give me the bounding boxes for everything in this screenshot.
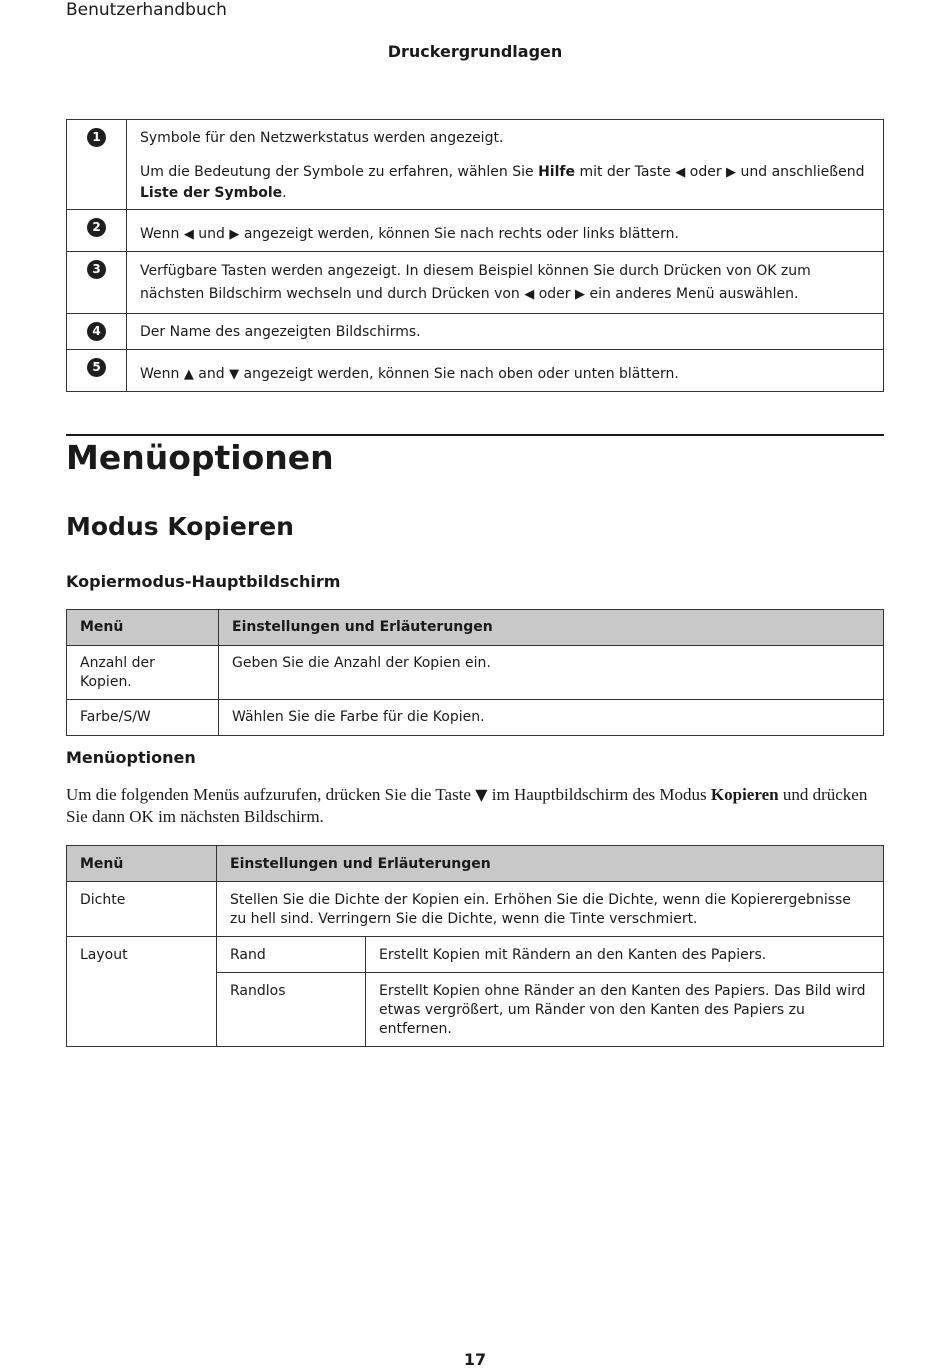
table-row: [67, 937, 884, 973]
subsection-heading-menu-options: Menüoptionen: [66, 748, 196, 767]
text-run: im Hauptbildschirm des Modus: [487, 785, 711, 804]
callout-number-cell: [67, 314, 127, 350]
callout-number-cell: [67, 252, 127, 314]
callout-number-badge: 1: [87, 128, 106, 147]
text-run: oder: [534, 286, 575, 302]
column-header: Menü: [67, 846, 217, 882]
help-term: Hilfe: [538, 164, 575, 180]
table-row: [67, 882, 884, 937]
callout-text-cell: [127, 120, 884, 210]
chapter-heading: Menüoptionen: [66, 438, 334, 477]
table-header-row: [67, 846, 884, 882]
callout-number-cell: [67, 350, 127, 392]
right-arrow-icon: ▶: [575, 287, 585, 302]
up-arrow-icon: ▲: [183, 367, 194, 382]
callout-number-badge: 3: [87, 260, 106, 279]
description-cell: Geben Sie die Anzahl der Kopien ein.: [219, 646, 884, 700]
text-run: Verfügbare Tasten werden angezeigt. In diesem Beispiel können Sie durch Drücken von OK zum nächsten Bildschirm wechseln und durch Drücken von: [140, 263, 811, 302]
text-run: mit der Taste: [575, 164, 676, 180]
description-cell: Wählen Sie die Farbe für die Kopien.: [219, 700, 884, 736]
table-header-row: [67, 610, 884, 646]
callout-text: [140, 224, 871, 245]
page-number: 17: [463, 1350, 487, 1369]
down-arrow-icon: ▼: [229, 367, 240, 382]
text-run: Um die Bedeutung der Symbole zu erfahren, wählen Sie: [140, 164, 539, 180]
callout-text-cell: [127, 314, 884, 350]
callout-row: [67, 120, 884, 210]
left-arrow-icon: ◀: [524, 287, 535, 302]
down-arrow-icon: ▼: [475, 785, 488, 804]
callout-text: Der Name des angezeigten Bildschirms.: [140, 324, 421, 340]
callout-row: [67, 210, 884, 252]
text-run: Um die folgenden Menüs aufzurufen, drücken Sie die Taste: [66, 785, 476, 804]
callout-table: [66, 119, 884, 392]
setting-cell: Rand: [217, 937, 366, 973]
callout-row: [67, 350, 884, 392]
text-run: angezeigt werden, können Sie nach oben oder unten blättern.: [239, 366, 679, 382]
text-run: und drücken Sie dann OK im nächsten Bildschirm.: [66, 785, 868, 826]
text-run: .: [282, 185, 287, 201]
right-arrow-icon: ▶: [726, 165, 737, 180]
section-title: Druckergrundlagen: [387, 42, 563, 61]
left-arrow-icon: ◀: [183, 227, 194, 242]
callout-text-cell: [127, 210, 884, 252]
callout-text: [140, 260, 871, 306]
heading-rule: [66, 434, 884, 436]
text-run: ein anderes Menü auswählen.: [585, 286, 799, 302]
menu-options-table: [66, 845, 884, 1047]
left-arrow-icon: ◀: [675, 165, 686, 180]
text-run: und anschließend: [736, 164, 865, 180]
menu-cell: Layout: [67, 937, 217, 1047]
table-row: [67, 700, 884, 736]
callout-text: Symbole für den Netzwerkstatus werden angezeigt.: [140, 130, 504, 146]
list-term: Liste der Symbole: [140, 185, 283, 201]
callout-number-badge: 4: [87, 322, 106, 341]
document-title: Benutzerhandbuch: [66, 0, 227, 20]
right-arrow-icon: ▶: [229, 227, 240, 242]
callout-row: [67, 252, 884, 314]
description-cell: Erstellt Kopien mit Rändern an den Kanten des Papiers.: [366, 937, 884, 973]
text-run: und: [193, 226, 230, 242]
intro-paragraph: [66, 784, 884, 828]
subsection-heading-main-screen: Kopiermodus-Hauptbildschirm: [66, 572, 341, 591]
text-run: oder: [685, 164, 727, 180]
column-header: Einstellungen und Erläuterungen: [217, 846, 884, 882]
description-cell: Erstellt Kopien ohne Ränder an den Kanten des Papiers. Das Bild wird etwas vergrößert, um Ränder von den Kanten des Papiers zu entfernen.: [366, 973, 884, 1047]
column-header: Menü: [67, 610, 219, 646]
text-run: angezeigt werden, können Sie nach rechts oder links blättern.: [239, 226, 679, 242]
mode-term: Kopieren: [710, 785, 779, 804]
setting-cell: Randlos: [217, 973, 366, 1047]
text-run: Wenn: [140, 366, 184, 382]
menu-cell: Anzahl der Kopien.: [67, 646, 219, 700]
menu-cell: Farbe/S/W: [67, 700, 219, 736]
table-row: [67, 646, 884, 700]
callout-number-cell: [67, 120, 127, 210]
copy-mode-table: [66, 609, 884, 736]
description-cell: Stellen Sie die Dichte der Kopien ein. Erhöhen Sie die Dichte, wenn die Kopierergebnisse zu hell sind. Verringern Sie die Dichte, wenn die Tinte verschmiert.: [217, 882, 884, 937]
text-run: Wenn: [140, 226, 184, 242]
callout-row: [67, 314, 884, 350]
text-run: and: [193, 366, 230, 382]
callout-text-cell: [127, 350, 884, 392]
menu-cell: Dichte: [67, 882, 217, 937]
callout-number-badge: 2: [87, 218, 106, 237]
callout-text: [140, 162, 871, 203]
callout-text: [140, 364, 871, 385]
section-heading: Modus Kopieren: [66, 512, 294, 541]
callout-number-badge: 5: [87, 358, 106, 377]
column-header: Einstellungen und Erläuterungen: [219, 610, 884, 646]
callout-number-cell: [67, 210, 127, 252]
callout-text-cell: [127, 252, 884, 314]
